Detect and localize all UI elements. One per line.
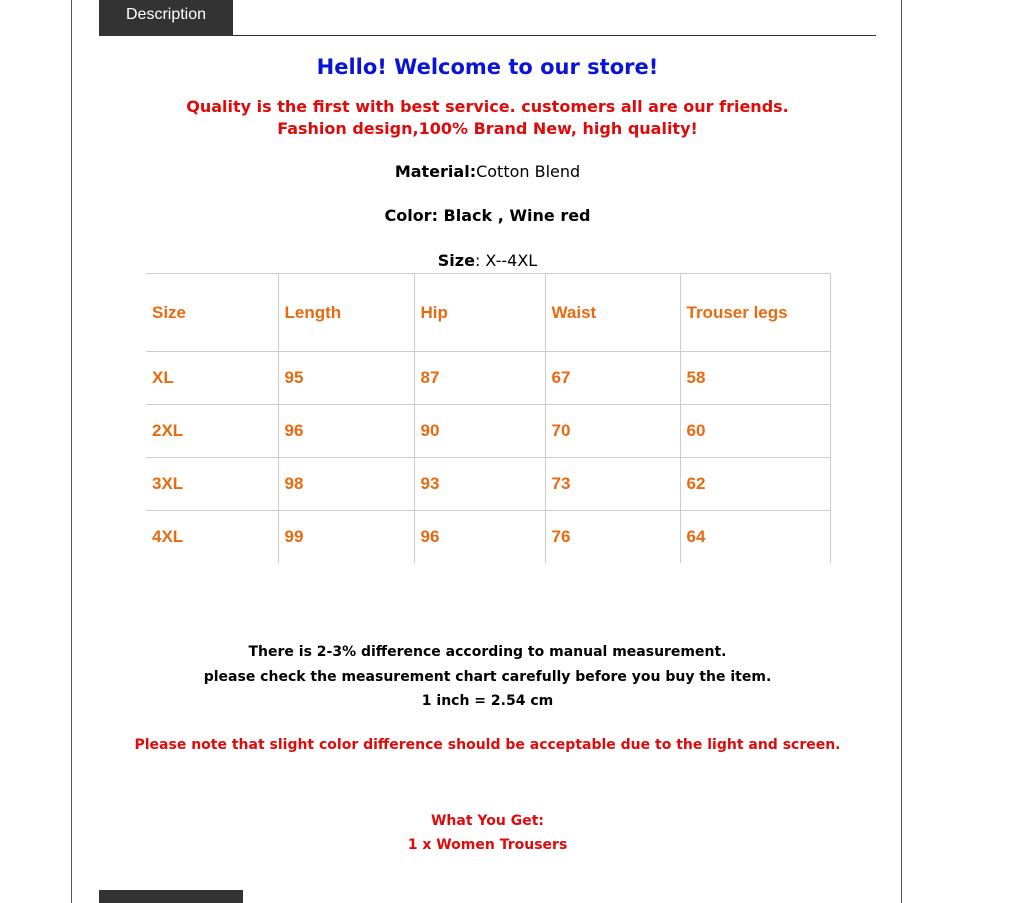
table-row xyxy=(146,511,830,564)
tab-description[interactable]: Description xyxy=(99,0,233,35)
size-spec xyxy=(99,251,876,270)
table-cell: 93 xyxy=(414,458,545,511)
table-cell: 95 xyxy=(278,352,414,405)
table-cell: 64 xyxy=(680,511,830,564)
table-cell: 76 xyxy=(545,511,680,564)
table-cell: 67 xyxy=(545,352,680,405)
table-header: Hip xyxy=(414,274,545,352)
table-cell: 62 xyxy=(680,458,830,511)
table-cell: XL xyxy=(146,352,278,405)
table-header: Size xyxy=(146,274,278,352)
table-cell: 58 xyxy=(680,352,830,405)
size-label: Size xyxy=(437,251,475,270)
table-row xyxy=(146,405,830,458)
color-spec xyxy=(99,206,876,225)
next-section-tab[interactable] xyxy=(99,890,243,903)
measurement-note-line-2: please check the measurement chart carefully before you buy the item. xyxy=(203,668,772,685)
measurement-note-line-1: There is 2-3% difference according to manual measurement. xyxy=(248,644,727,660)
what-you-get-item: 1 x Women Trousers xyxy=(407,837,568,853)
quality-line-2: Fashion design,100% Brand New, high quality! xyxy=(277,119,698,138)
size-value: : X--4XL xyxy=(474,251,538,270)
color-value: Black , Wine red xyxy=(443,206,591,225)
table-row xyxy=(146,352,830,405)
material-spec xyxy=(99,162,876,181)
table-cell: 70 xyxy=(545,405,680,458)
table-header-row xyxy=(146,274,830,352)
table-cell: 98 xyxy=(278,458,414,511)
welcome-heading: Hello! Welcome to our store! xyxy=(316,55,659,79)
table-cell: 96 xyxy=(278,405,414,458)
table-row xyxy=(146,458,830,511)
color-difference-note: Please note that slight color difference should be acceptable due to the light and screen. xyxy=(134,737,841,753)
table-cell: 73 xyxy=(545,458,680,511)
material-label: Material: xyxy=(394,162,477,181)
table-cell: 60 xyxy=(680,405,830,458)
quality-line-1: Quality is the first with best service. customers all are our friends. xyxy=(186,97,789,116)
table-header: Waist xyxy=(545,274,680,352)
table-cell: 4XL xyxy=(146,511,278,564)
material-value: Cotton Blend xyxy=(476,162,581,181)
table-cell: 99 xyxy=(278,511,414,564)
measurement-note-line-3: 1 inch = 2.54 cm xyxy=(421,693,554,709)
table-cell: 90 xyxy=(414,405,545,458)
measurement-note xyxy=(99,640,876,714)
table-cell: 87 xyxy=(414,352,545,405)
tab-divider xyxy=(99,35,876,36)
table-cell: 96 xyxy=(414,511,545,564)
what-you-get-title: What You Get: xyxy=(430,813,544,829)
quality-text xyxy=(99,96,876,140)
size-chart-table xyxy=(146,273,831,563)
color-label: Color: xyxy=(384,206,444,225)
table-header: Trouser legs xyxy=(680,274,830,352)
table-header: Length xyxy=(278,274,414,352)
table-cell: 2XL xyxy=(146,405,278,458)
what-you-get xyxy=(99,809,876,857)
table-cell: 3XL xyxy=(146,458,278,511)
